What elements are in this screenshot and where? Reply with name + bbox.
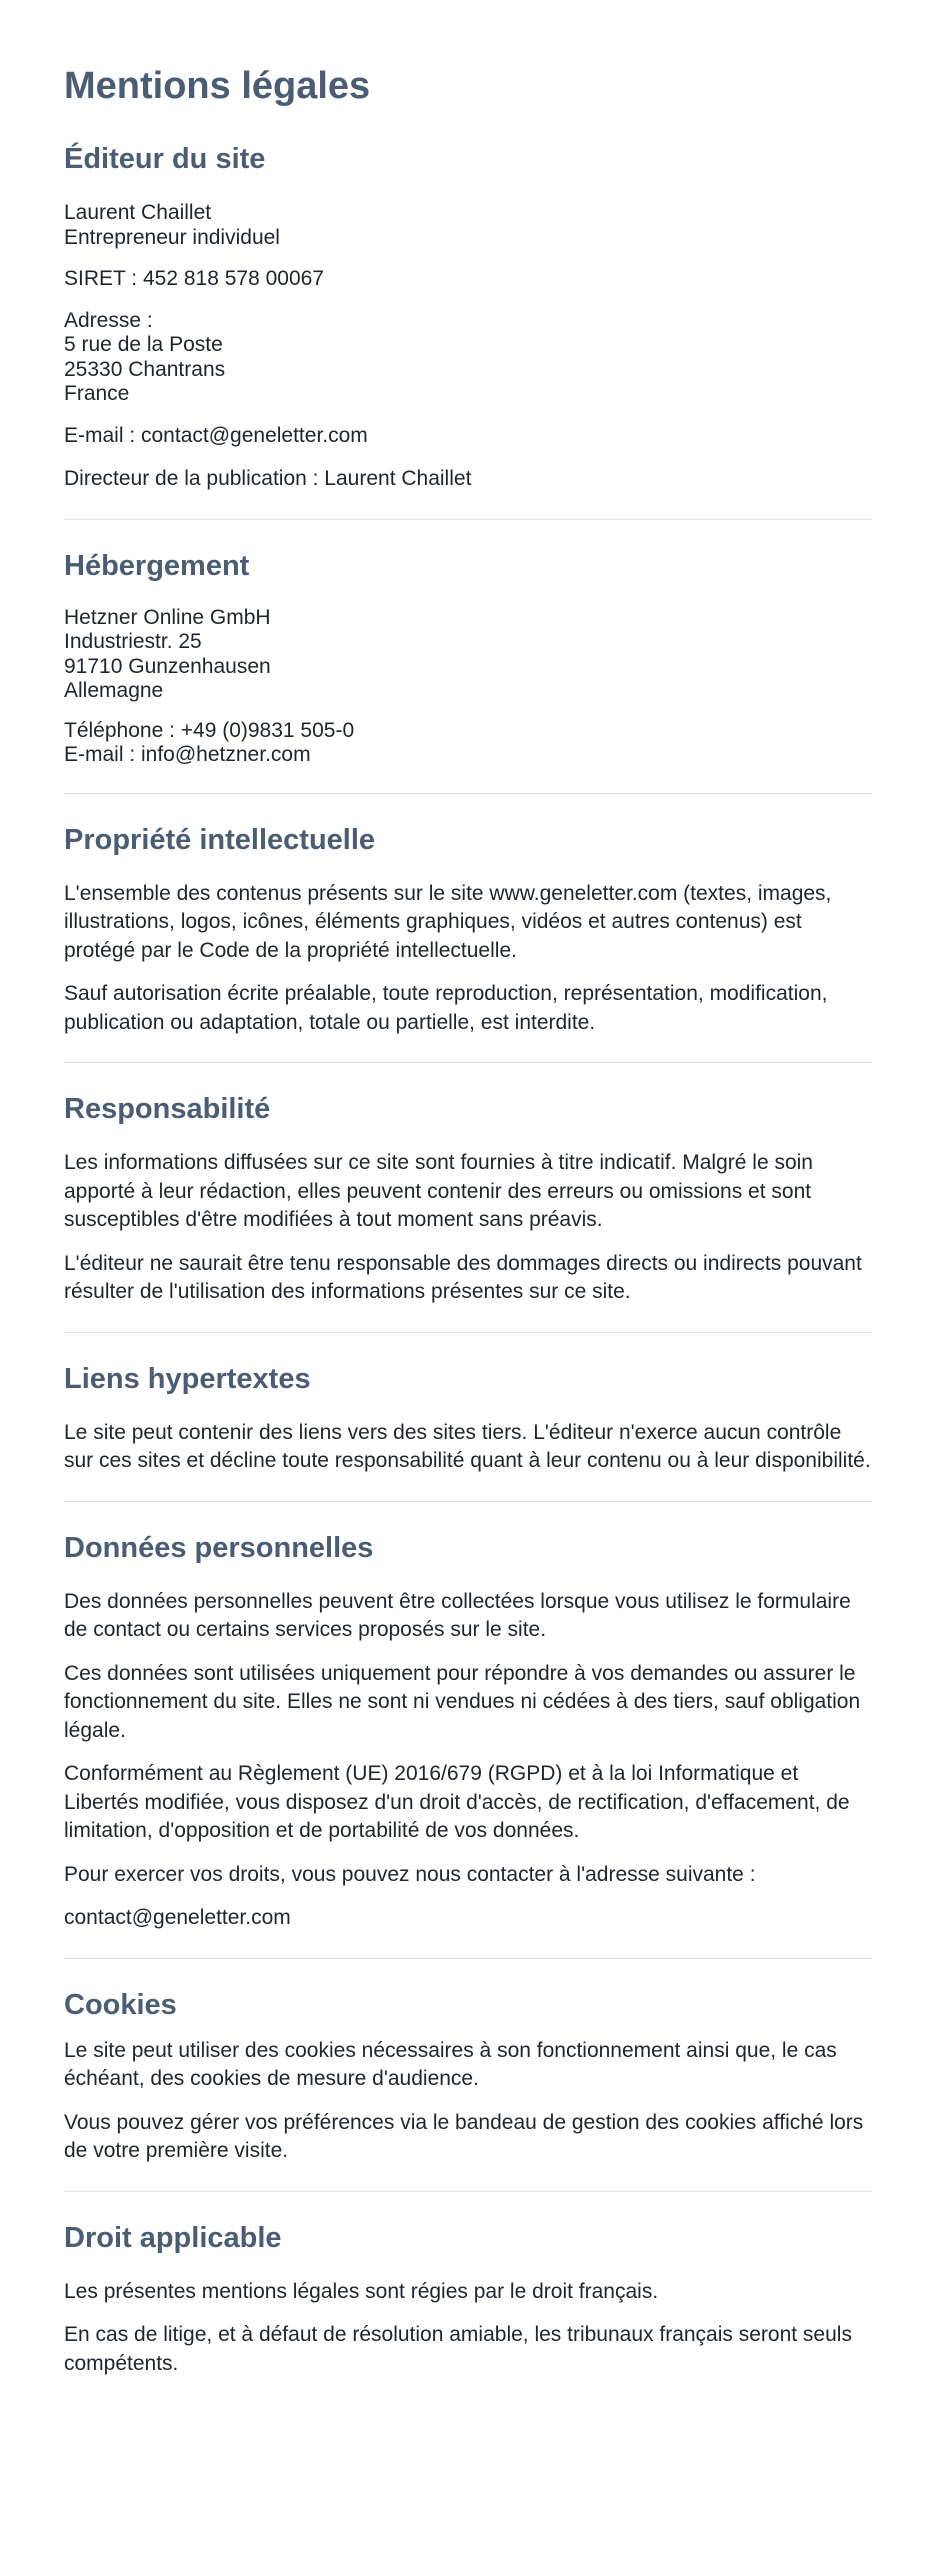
host-street: Industriestr. 25 (64, 630, 202, 653)
editeur-address (64, 309, 872, 407)
section-heading: Hébergement (64, 549, 250, 582)
section-heading: Propriété intellectuelle (64, 823, 376, 856)
paragraph: Le site peut utiliser des cookies nécessaires à son fonctionnement ainsi que, le cas échéant, des cookies de mesure d'audience. (64, 2038, 837, 2090)
section-divider (64, 519, 872, 520)
editeur-name: Laurent Chaillet (64, 201, 212, 224)
editeur-siret: SIRET : 452 818 578 00067 (64, 267, 324, 290)
editeur-director: Directeur de la publication : Laurent Chaillet (64, 467, 472, 490)
address-city: 25330 Chantrans (64, 357, 226, 381)
section-divider (64, 1332, 872, 1333)
section-divider (64, 2191, 872, 2192)
paragraph: Les présentes mentions légales sont régies par le droit français. (64, 2279, 659, 2303)
paragraph: L'éditeur ne saurait être tenu responsable des dommages directs ou indirects pouvant résulter de l'utilisation des informations présentes sur ce site. (64, 1251, 862, 1303)
host-contact (64, 719, 872, 768)
section-divider (64, 1958, 872, 1959)
host-email: E-mail : info@hetzner.com (64, 743, 311, 766)
section-hebergement (64, 546, 872, 768)
paragraph: Pour exercer vos droits, vous pouvez nous contacter à l'adresse suivante : (64, 1862, 756, 1886)
section-responsabilite (64, 1089, 872, 1307)
paragraph: Le site peut contenir des liens vers des sites tiers. L'éditeur n'exerce aucun contrôle sur ces sites et décline toute responsabilité quant à leur contenu ou à leur disponibilité. (64, 1420, 871, 1472)
section-heading: Éditeur du site (64, 143, 266, 175)
section-donnees (64, 1528, 872, 1933)
section-heading: Cookies (64, 1988, 177, 2021)
host-address (64, 606, 872, 704)
editeur-status: Entrepreneur individuel (64, 225, 280, 249)
address-label: Adresse : (64, 308, 153, 332)
paragraph: En cas de litige, et à défaut de résolution amiable, les tribunaux français seront seuls compétents. (64, 2323, 852, 2375)
section-divider (64, 793, 872, 794)
section-divider (64, 1062, 872, 1063)
page-title: Mentions légales (64, 65, 371, 107)
section-heading: Droit applicable (64, 2221, 282, 2254)
section-heading: Liens hypertextes (64, 1362, 311, 1395)
paragraph: Des données personnelles peuvent être collectées lorsque vous utilisez le formulaire de contact ou certains services proposés sur le site. (64, 1589, 851, 1641)
contact-email: contact@geneletter.com (64, 1906, 291, 1929)
address-country: France (64, 382, 130, 405)
section-droit (64, 2218, 872, 2379)
editeur-identity (64, 201, 872, 250)
section-heading: Responsabilité (64, 1093, 271, 1125)
paragraph: L'ensemble des contenus présents sur le site www.geneletter.com (textes, images, illustrations, logos, icônes, éléments graphiques, vidéos et autres contenus) est protégé par le Code de la propriété intellectuelle. (64, 881, 832, 962)
host-phone: Téléphone : +49 (0)9831 505-0 (64, 718, 355, 742)
paragraph: Ces données sont utilisées uniquement pour répondre à vos demandes ou assurer le fonctionnement du site. Elles ne sont ni vendues ni cédées à des tiers, sauf obligation légale. (64, 1661, 861, 1742)
section-cookies (64, 1985, 872, 2166)
host-country: Allemagne (64, 679, 164, 702)
host-city: 91710 Gunzenhausen (64, 654, 271, 678)
paragraph: Conformément au Règlement (UE) 2016/679 (RGPD) et à la loi Informatique et Libertés modifiée, vous disposez d'un droit d'accès, de rectification, d'effacement, de limitation, d'opposition et de portabilité de vos données. (64, 1762, 850, 1842)
section-editeur (64, 139, 872, 494)
paragraph: Vous pouvez gérer vos préférences via le bandeau de gestion des cookies affiché lors de votre première visite. (64, 2110, 864, 2162)
paragraph: Les informations diffusées sur ce site sont fournies à titre indicatif. Malgré le soin apporté à leur rédaction, elles peuvent contenir des erreurs ou omissions et sont susceptibles d'être modifiées à tout moment sans préavis. (64, 1151, 813, 1231)
paragraph: Sauf autorisation écrite préalable, toute reproduction, représentation, modification, publication ou adaptation, totale ou partielle, est interdite. (64, 982, 828, 1034)
section-heading: Données personnelles (64, 1531, 374, 1564)
section-propriete (64, 820, 872, 1038)
host-company: Hetzner Online GmbH (64, 605, 271, 629)
address-street: 5 rue de la Poste (64, 333, 223, 356)
section-divider (64, 1501, 872, 1502)
section-liens (64, 1359, 872, 1476)
editeur-email: E-mail : contact@geneletter.com (64, 423, 368, 447)
